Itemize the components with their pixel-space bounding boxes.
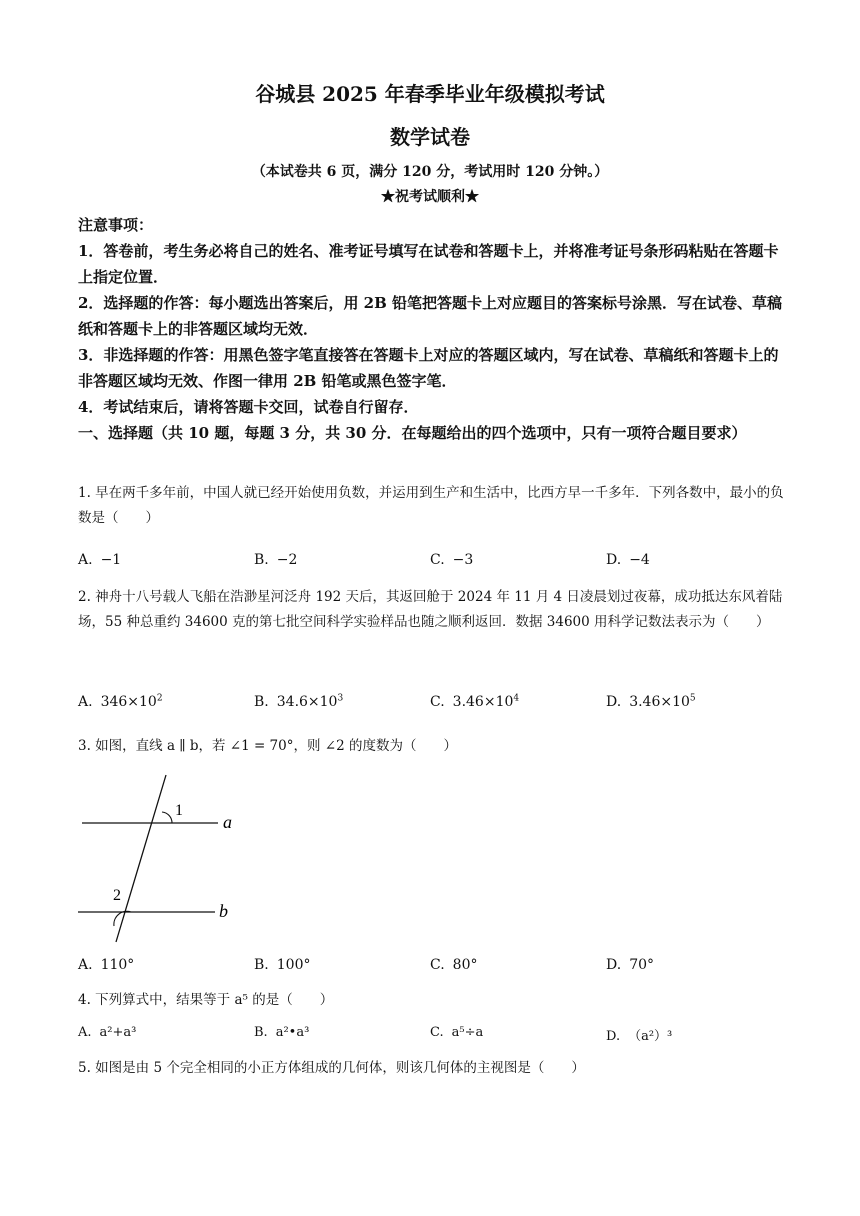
notice-item: 4．考试结束后，请将答题卡交回，试卷自行留存．: [78, 398, 419, 416]
question-1-stem: 1. 早在两千多年前，中国人就已经开始使用负数，并运用到生产和生活中，比西方早一千多年．下列各数中，最小的负数是（ ）: [78, 485, 784, 526]
question-3-stem: 3. 如图，直线 a ∥ b，若 ∠1 = 70°，则 ∠2 的度数为（ ）: [78, 738, 457, 754]
question-1-options: [78, 552, 786, 574]
notice-heading: 注意事项：: [78, 216, 154, 234]
question-4-options: [78, 1025, 786, 1047]
option-c: C. 80°: [430, 957, 478, 973]
exam-title: 谷城县 2025 年春季毕业年级模拟考试: [255, 82, 605, 106]
transversal-line: [116, 775, 166, 942]
option-a: A. a²+a³: [78, 1025, 137, 1040]
question-2-stem: 2. 神舟十八号载人飞船在浩渺星河泛舟 192 天后，其返回舱于 2024 年 11 月 4 日凌晨划过夜幕，成功抵达东风着陆场，55 种总重约 34600 克的第七批空间科学实验样品也随之顺利返回．数据 34600 用科学记数法表示为（ ）: [78, 589, 783, 630]
angle-1-arc: [162, 812, 172, 823]
option-a: A. $346\times 10^2$: [78, 693, 163, 710]
question-5-stem: 5. 如图是由 5 个完全相同的小正方体组成的几何体，则该几何体的主视图是（ ）: [78, 1060, 585, 1076]
section-heading: 一、选择题（共 10 题，每题 3 分，共 30 分．在每题给出的四个选项中，只有一项符合题目要求）: [78, 424, 747, 442]
parallel-lines-figure: [70, 770, 250, 950]
line-a-label: a: [223, 812, 232, 832]
good-luck-line: ★祝考试顺利★: [381, 189, 479, 205]
option-c: C. $3.46\times 10^4$: [430, 693, 520, 710]
option-d: D. −4: [606, 552, 650, 568]
option-a: A. 110°: [78, 957, 135, 973]
line-b-label: b: [219, 901, 228, 921]
option-d: D. （a²）³: [606, 1029, 673, 1044]
option-d: D. 70°: [606, 957, 655, 973]
notice-section: [78, 212, 786, 446]
exam-info: （本试卷共 6 页，满分 120 分，考试用时 120 分钟。）: [251, 164, 609, 180]
notice-item: 1．答卷前，考生务必将自己的姓名、准考证号填写在试卷和答题卡上，并将准考证号条形码粘贴在答题卡上指定位置．: [78, 242, 779, 286]
option-b: B. $34.6\times 10^3$: [254, 693, 344, 710]
question-2-options: [78, 694, 786, 716]
angle-2-label: 2: [113, 887, 121, 904]
notice-item: 3．非选择题的作答：用黑色签字笔直接答在答题卡上对应的答题区域内，写在试卷、草稿纸和答题卡上的非答题区域均无效、作图一律用 2B 铅笔或黑色签字笔．: [78, 346, 779, 390]
option-c: C. a⁵÷a: [430, 1025, 484, 1040]
option-d: D. $3.46\times 10^5$: [606, 693, 696, 710]
angle-1-label: 1: [175, 802, 183, 819]
option-b: B. 100°: [254, 957, 311, 973]
option-a: A. −1: [78, 552, 122, 568]
question-3-options: [78, 957, 786, 979]
option-b: B. −2: [254, 552, 298, 568]
notice-item: 2．选择题的作答：每小题选出答案后，用 2B 铅笔把答题卡上对应题目的答案标号涂黑．写在试卷、草稿纸和答题卡上的非答题区域均无效．: [78, 294, 783, 338]
subject-title: 数学试卷: [390, 125, 470, 149]
option-c: C. −3: [430, 552, 474, 568]
option-b: B. a²•a³: [254, 1025, 310, 1040]
question-4-stem: 4. 下列算式中，结果等于 a⁵ 的是（ ）: [78, 992, 334, 1008]
